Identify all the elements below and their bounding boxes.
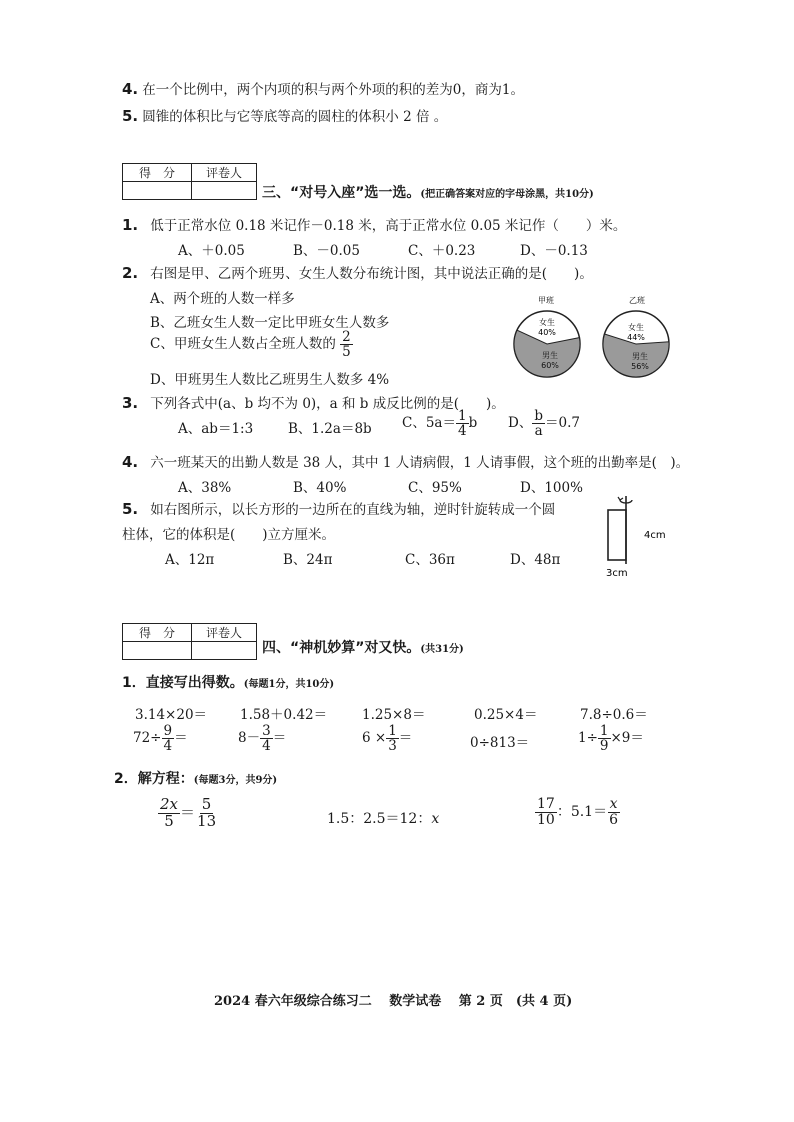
q3-option-a[interactable]: A、ab＝1:3 [178,421,254,437]
option-text-post: ＝0.7 [544,415,580,432]
judge-item-5 [122,105,447,125]
part1-title: 1．直接写出得数。 [122,675,244,691]
equation-variable: x [431,811,440,827]
score-box-section3 [122,163,257,200]
denominator: 5 [164,811,174,830]
expr-text: 6 × [362,730,387,747]
pie1-girl-pct: 40% [538,328,556,337]
q4-option-a[interactable]: A、38% [178,480,232,496]
question-3-1 [122,214,626,234]
equation-2[interactable] [327,808,439,828]
question-text: 如右图所示，以长方形的一边所在的直线为轴，逆时针旋转成一个圆 [150,502,556,518]
pie2-title: 乙班 [629,296,645,305]
score-label: 得 分 [123,164,192,182]
fraction [260,724,273,753]
numerator: 9 [163,723,173,739]
q1-option-c[interactable]: C、＋0.23 [408,243,476,259]
option-text: C、甲班女生人数占全班人数的 [150,336,336,353]
denominator: 13 [197,811,217,830]
numerator: 1 [599,723,609,739]
numerator: 17 [537,796,555,812]
item-text: 圆锥的体积比与它等底等高的圆柱的体积小 2 倍 。 [142,109,448,125]
judge-item-4 [122,78,524,98]
item-number: 4. [122,80,139,98]
calc-1[interactable]: 3.14×20＝ [135,707,208,723]
rectangle-shape [608,510,626,560]
pie1-girl-label: 女生 [539,318,555,327]
pie2-girl-pct: 44% [627,333,645,342]
denominator: 4 [457,423,467,440]
pie1-boy-label: 男生 [542,351,558,360]
denominator: 6 [609,811,619,828]
calc-4[interactable]: 0.25×4＝ [474,707,538,723]
q3-option-c[interactable] [402,409,477,438]
calc-7[interactable] [238,724,286,753]
fraction [386,724,399,753]
q2-option-b[interactable]: B、乙班女生人数一定比甲班女生人数多 [150,315,390,331]
section4-note: (共31分) [420,644,464,655]
part2-title: 2．解方程： [114,771,194,787]
q2-option-d[interactable]: D、甲班男生人数比乙班男生人数多 4% [150,372,390,388]
option-text: D、 [508,415,533,432]
calc-9[interactable]: 0÷813＝ [470,735,530,751]
numerator: 5 [201,795,212,813]
score-cell[interactable] [123,642,192,660]
denominator: 9 [599,738,609,755]
question-number: 3. [122,394,139,412]
question-text: 低于正常水位 0.18 米记作－0.18 米，高于正常水位 0.05 米记作（ ）米。 [150,218,627,234]
expr-text: 72÷ [133,730,162,747]
grader-label: 评卷人 [192,624,257,642]
denominator: 5 [342,344,351,361]
section3-note: (把正确答案对应的字母涂黑，共10分) [420,189,594,200]
part1-heading [122,672,334,692]
fraction [158,797,180,830]
numerator: b [534,408,543,424]
expr-text: 1÷ [578,730,598,747]
grader-cell[interactable] [192,642,257,660]
numerator: 3 [262,723,271,739]
section4-title: 四、“神机妙算”对又快。 [262,640,421,656]
section4-heading [262,637,464,657]
expr-equals: ＝ [174,730,188,747]
q5-option-a[interactable]: A、12π [165,552,215,568]
numerator: x [609,796,618,812]
q3-option-d[interactable] [508,409,580,438]
expr-equals: ＝ [272,730,287,747]
rectangle-rotation-figure [596,490,676,582]
question-text: 六一班某天的出勤人数是 38 人，其中 1 人请病假，1 人请事假，这个班的出勤率是( )。 [150,455,690,471]
item-text: 在一个比例中，两个内项的积与两个外项的积的差为0，商为1。 [142,82,524,98]
question-number: 4. [122,453,139,471]
calc-10[interactable] [578,724,644,753]
page-footer: 2024 春六年级综合练习二 数学试卷 第 2 页 (共 4 页) [214,994,573,1009]
part2-heading [114,768,277,788]
expr-text: 8－ [238,730,261,747]
numerator: 1 [388,723,397,739]
denominator: a [534,423,543,440]
q2-option-c[interactable] [150,330,353,359]
fraction [598,724,611,753]
question-text: 下列各式中(a、b 均不为 0)，a 和 b 成反比例的是( )。 [150,396,505,412]
pie1-title: 甲班 [538,296,554,305]
option-text-post: b [468,415,478,432]
question-text: 右图是甲、乙两个班男、女生人数分布统计图，其中说法正确的是( )。 [150,266,593,282]
fraction [195,797,218,830]
question-3-4 [122,451,689,471]
pie2-girl-label: 女生 [628,323,644,332]
section3-heading [262,182,594,202]
question-3-5-line2: 柱体，它的体积是( )立方厘米。 [122,527,336,543]
numerator: 1 [457,408,467,424]
figure-width-label: 3cm [606,568,628,579]
fraction [340,330,353,359]
fraction [532,409,545,438]
calc-2[interactable]: 1.58＋0.42＝ [240,707,328,723]
equation-text: ：5.1＝ [556,804,608,821]
question-number: 5. [122,500,139,518]
q4-option-d[interactable]: D、100% [520,480,583,496]
q1-option-b[interactable]: B、－0.05 [293,243,360,259]
part1-note: (每题1分，共10分) [243,679,335,690]
calc-5[interactable]: 7.8÷0.6＝ [580,707,648,723]
calc-6[interactable] [133,724,188,753]
pie1-boy-pct: 60% [541,361,559,370]
equation-text: 1.5：2.5＝12： [327,811,432,827]
q5-option-b[interactable]: B、24π [283,552,333,568]
numerator: 2x [160,795,179,813]
arrow-head-icon [618,497,623,500]
figure-height-label: 4cm [644,530,666,541]
section3-title: 三、“对号入座”选一选。 [262,185,421,201]
q1-option-a[interactable]: A、＋0.05 [178,243,245,259]
expr-equals: ＝ [398,730,413,747]
fraction [162,724,175,753]
question-3-2 [122,262,593,282]
calc-3[interactable]: 1.25×8＝ [362,707,426,723]
pie2-boy-pct: 56% [631,362,649,371]
question-number: 1. [122,216,139,234]
denominator: 3 [388,738,397,755]
grader-label: 评卷人 [192,164,257,182]
denominator: 10 [537,811,555,828]
option-text: C、5a＝ [402,415,456,432]
q5-option-d[interactable]: D、48π [510,552,561,568]
denominator: 4 [163,738,173,755]
grader-cell[interactable] [192,182,257,200]
equals-sign: ＝ [180,803,196,822]
pie-chart-yi [603,311,669,377]
pie-chart-jia [514,311,580,377]
score-label: 得 分 [123,624,192,642]
expr-equals: ×9＝ [610,730,644,747]
fraction [535,797,557,827]
q1-option-d[interactable]: D、－0.13 [520,243,588,259]
q5-option-c[interactable]: C、36π [405,552,455,568]
score-box-section4 [122,623,257,660]
numerator: 2 [342,329,351,345]
fraction [607,797,620,827]
fraction [456,409,469,438]
q2-option-a[interactable]: A、两个班的人数一样多 [150,291,295,307]
equation-3[interactable] [535,797,620,827]
question-3-5 [122,498,555,518]
calc-8[interactable] [362,724,412,753]
score-cell[interactable] [123,182,192,200]
class-gender-pie-charts [510,292,680,384]
equation-1[interactable] [158,797,218,830]
q4-option-b[interactable]: B、40% [293,480,347,496]
item-number: 5. [122,107,139,125]
denominator: 4 [262,738,271,755]
question-number: 2. [122,264,139,282]
q4-option-c[interactable]: C、95% [408,480,462,496]
pie2-boy-label: 男生 [632,352,648,361]
q3-option-b[interactable]: B、1.2a＝8b [288,421,372,437]
part2-note: (每题3分，共9分) [193,775,278,786]
